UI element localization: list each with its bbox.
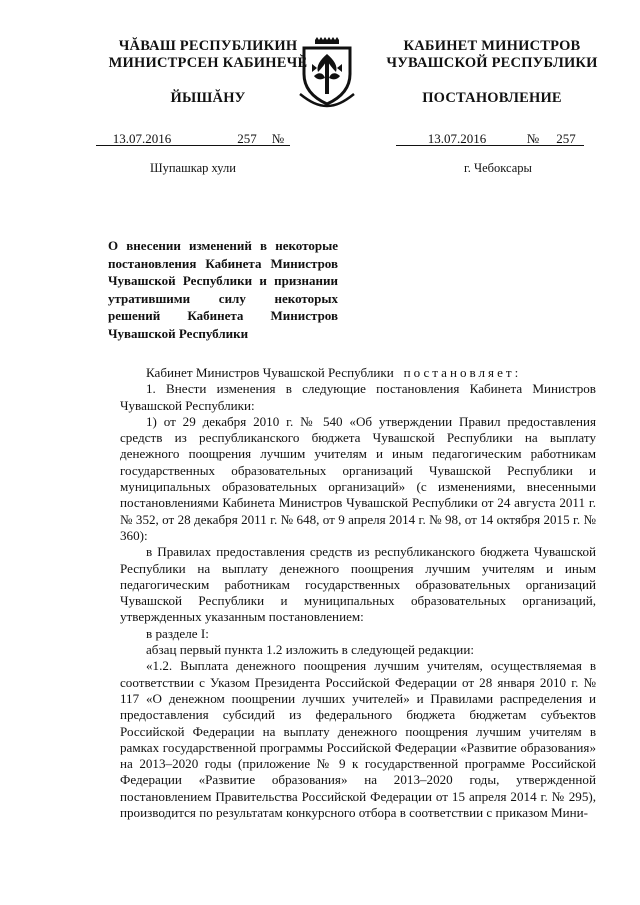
header-left [88, 38, 328, 107]
date-line-right [396, 131, 584, 147]
paragraph-4: в разделе I: [146, 625, 209, 641]
header-left-line2: МИНИСТРСЕН КАБИНЕЧĔ [108, 55, 308, 71]
num-sign-left: № [266, 132, 290, 146]
header-right-line2: ЧУВАШСКОЙ РЕСПУБЛИКИ [386, 55, 598, 71]
paragraph-1: 1. Внести изменения в следующие постановления Кабинета Министров Чувашской Республики: [120, 381, 596, 413]
paragraph-3: в Правилах предоставления средств из республиканского бюджета Чувашской Республики на выплату денежного поощрения лучшим учителям и иным педагогическим работникам государственных образовательных организаций Чувашской Республики и муниципальных образовательных организаций, утвержденных указанным постановлением: [120, 544, 596, 625]
header-right-doc-type: ПОСТАНОВЛЕНИЕ [422, 90, 562, 106]
chuvash-emblem-icon [296, 36, 358, 108]
date-line-left [96, 131, 290, 147]
intro-verb: постановляет: [403, 365, 522, 380]
document-title: О внесении изменений в некоторые постановления Кабинета Министров Чувашской Республики и признании утратившими силу некоторых решений Кабинета Министров Чувашской Республики [108, 238, 338, 341]
document-body [120, 365, 596, 821]
city-left: Шупашкар хули [150, 161, 236, 175]
intro-paragraph [120, 365, 596, 381]
paragraph-2: 1) от 29 декабря 2010 г. № 540 «Об утверждении Правил предоставления средств из республиканского бюджета Чувашской Республики на выплату денежного поощрения лучшим учителям и иным педагогическим работникам государственных образовательных организаций Чувашской Республики и муниципальных образовательных организаций» (с изменениями, внесенными постановлениями Кабинета Министров Чувашской Республики от 24 августа 2011 г. № 352, от 28 декабря 2011 г. № 648, от 9 апреля 2014 г. № 98, от 14 октября 2015 г. № 360): [120, 413, 596, 543]
intro-start: Кабинет Министров Чувашской Республики [146, 365, 394, 380]
city-right: г. Чебоксары [464, 161, 532, 175]
paragraph-6: «1.2. Выплата денежного поощрения лучшим учителям, осуществляемая в соответствии с Указом Президента Российской Федерации от 28 января 2010 г. № 117 «О денежном поощрении лучших учителей» и Правилами распределения и предоставления субсидий из федерального бюджета бюджетам субъектов Российской Федерации на выплату денежного поощрения лучшим учителям в рамках государственной программы Российской Федерации «Развитие образования» на 2013–2020 годы (приложение № 9 к государственной программе Российской Федерации «Развитие образования» на 2013–2020 годы, утвержденной постановлением Правительства Российской Федерации от 15 апреля 2014 г. № 295), производится по результатам конкурсного отбора в соответствии с приказом Мини- [120, 658, 596, 821]
num-sign-right: № [518, 132, 548, 146]
header-right-line1: КАБИНЕТ МИНИСТРОВ [403, 38, 581, 54]
number-right: 257 [548, 132, 584, 146]
header-right [372, 38, 612, 107]
number-left: 257 [228, 132, 266, 146]
header-left-line1: ЧĂВАШ РЕСПУБЛИКИН [118, 38, 298, 54]
paragraph-5: абзац первый пункта 1.2 изложить в следующей редакции: [146, 642, 474, 658]
date-right: 13.07.2016 [396, 132, 518, 146]
header-left-doc-type: ЙЫШĂНУ [170, 90, 246, 106]
date-left: 13.07.2016 [96, 132, 188, 146]
